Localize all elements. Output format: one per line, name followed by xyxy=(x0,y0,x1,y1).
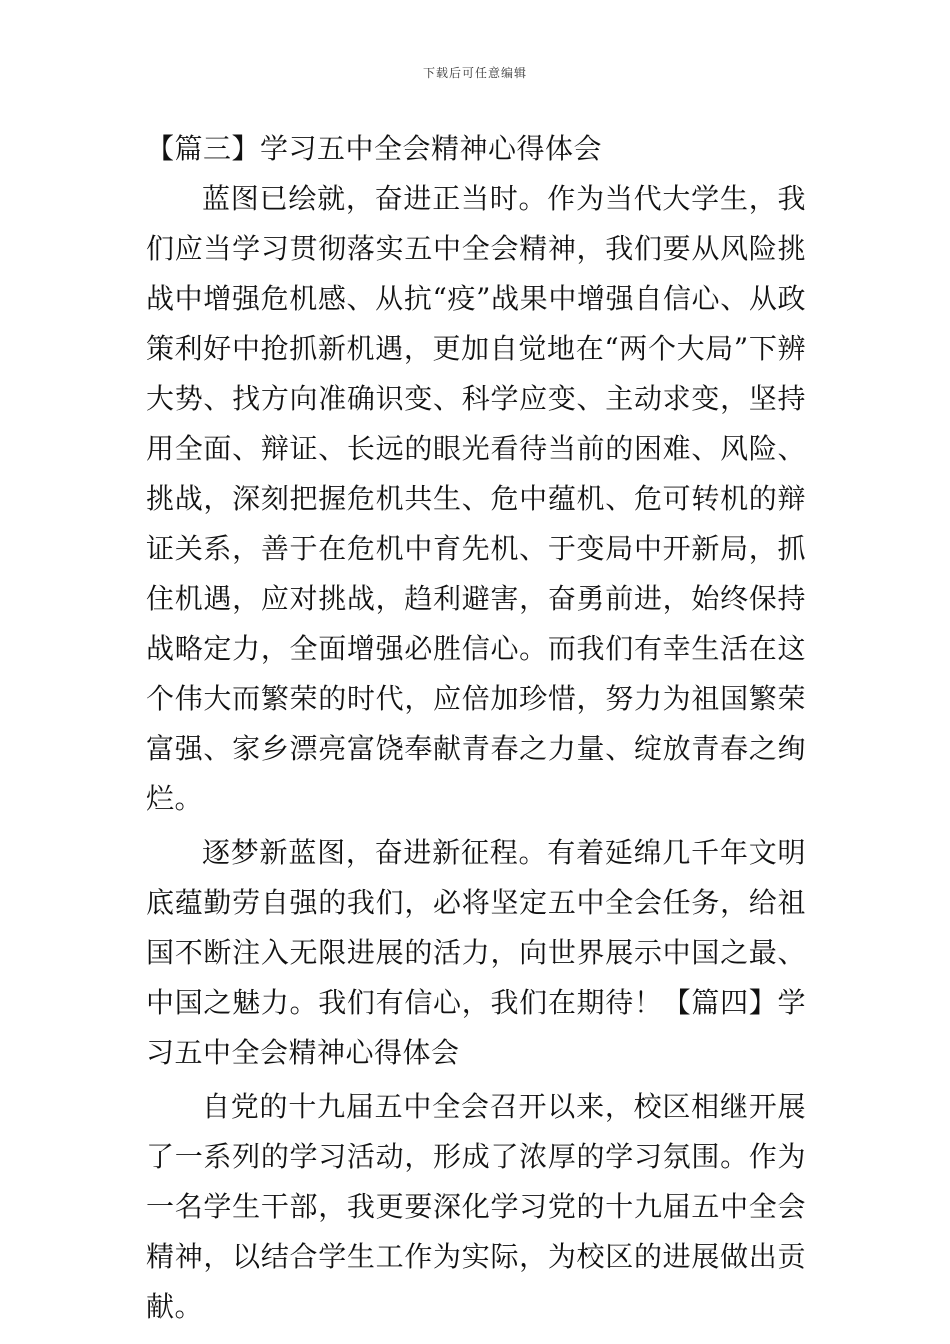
paragraph-1: 蓝图已绘就，奋进正当时。作为当代大学生，我们应当学习贯彻落实五中全会精神，我们要从风险挑战中增强危机感、从抗“疫”战果中增强自信心、从政策利好中抢抓新机遇，更加自觉地在“两个大局”下辨大势、找方向准确识变、科学应变、主动求变，坚持用全面、辩证、长远的眼光看待当前的困难、风险、挑战，深刻把握危机共生、危中蕴机、危可转机的辩证关系，善于在危机中育先机、于变局中开新局，抓住机遇，应对挑战，趋利避害，奋勇前进，始终保持战略定力，全面增强必胜信心。而我们有幸生活在这个伟大而繁荣的时代，应倍加珍惜，努力为祖国繁荣富强、家乡漂亮富饶奉献青春之力量、绽放青春之绚烂。 xyxy=(146,182,806,815)
section-title: 【篇三】学习五中全会精神心得体会 xyxy=(146,132,603,165)
document-body xyxy=(146,124,806,1336)
paragraph-2: 逐梦新蓝图，奋进新征程。有着延绵几千年文明底蕴勤劳自强的我们，必将坚定五中全会任务，给祖国不断注入无限进展的活力，向世界展示中国之最、中国之魅力。我们有信心，我们在期待！【篇四】学习五中全会精神心得体会 xyxy=(146,836,806,1069)
header-note: 下载后可任意编辑 xyxy=(422,66,527,80)
paragraph-3: 自党的十九届五中全会召开以来，校区相继开展了一系列的学习活动，形成了浓厚的学习氛围。作为一名学生干部，我更要深化学习党的十九届五中全会精神，以结合学生工作为实际，为校区的进展做出贡献。 xyxy=(146,1090,806,1323)
